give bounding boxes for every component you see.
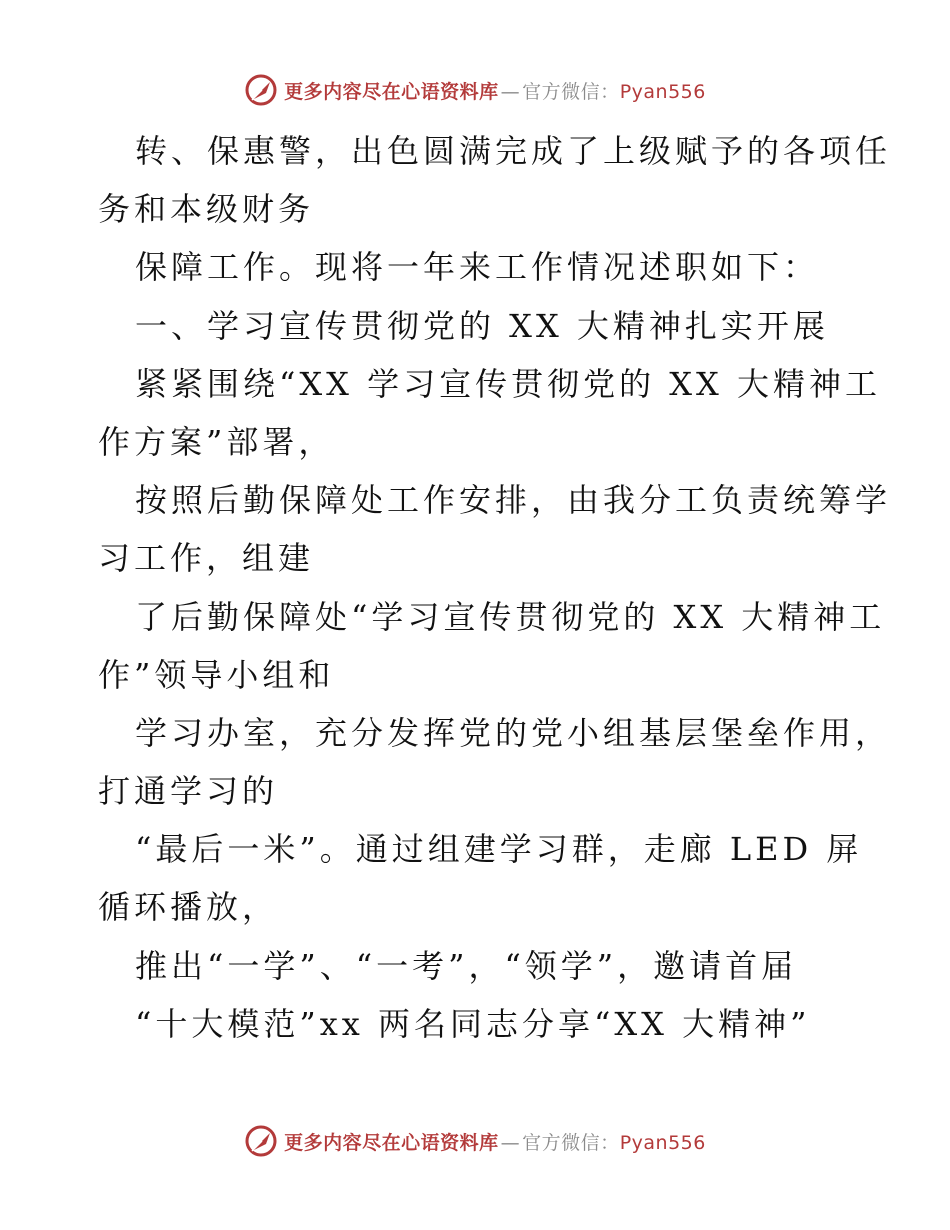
- doc-line: 作”领导小组和: [98, 655, 335, 694]
- doc-line: “最后一米”。通过组建学习群，走廊 LED 屏: [135, 830, 863, 869]
- doc-line: 学习办室，充分发挥党的党小组基层堡垒作用，: [135, 713, 892, 752]
- footer-watermark: [0, 1121, 950, 1161]
- watermark-wechat-label: 官方微信：: [522, 1131, 620, 1154]
- watermark-text: [284, 77, 706, 104]
- doc-line: 了后勤保障处“学习宣传贯彻党的 XX 大精神工: [135, 597, 886, 636]
- watermark-wechat-id: Pyan556: [619, 80, 706, 103]
- doc-line: 打通学习的: [98, 772, 279, 811]
- watermark-wechat-id: Pyan556: [619, 1131, 706, 1154]
- doc-line: 推出“一学”、“一考”，“领学”，邀请首届: [135, 946, 798, 985]
- watermark-wechat-label: 官方微信：: [522, 80, 620, 103]
- doc-line: “十大模范”xx 两名同志分享“XX 大精神”: [135, 1004, 811, 1043]
- feather-pen-logo-icon: [244, 73, 278, 107]
- doc-line: 习工作，组建: [98, 539, 315, 578]
- watermark-separator: —: [500, 1131, 521, 1154]
- feather-pen-logo-icon: [244, 1124, 278, 1158]
- doc-line: 循环播放，: [98, 888, 279, 927]
- document-body: [98, 122, 892, 1053]
- section-heading: 一、学习宣传贯彻党的 XX 大精神扎实开展: [135, 306, 829, 345]
- doc-line: 保障工作。现将一年来工作情况述职如下：: [135, 248, 820, 287]
- watermark-site: 更多内容尽在心语资料库: [284, 1131, 499, 1154]
- doc-line: 按照后勤保障处工作安排，由我分工负责统筹学: [135, 481, 892, 520]
- doc-line: 作方案”部署，: [98, 422, 335, 461]
- watermark-site: 更多内容尽在心语资料库: [284, 80, 499, 103]
- watermark-text: [284, 1128, 706, 1155]
- doc-line: 务和本级财务: [98, 190, 315, 229]
- doc-line: 转、保惠警，出色圆满完成了上级赋予的各项任: [135, 132, 892, 170]
- doc-line: 紧紧围绕“XX 学习宣传贯彻党的 XX 大精神工: [135, 364, 882, 403]
- header-watermark: [0, 70, 950, 110]
- watermark-separator: —: [500, 80, 521, 103]
